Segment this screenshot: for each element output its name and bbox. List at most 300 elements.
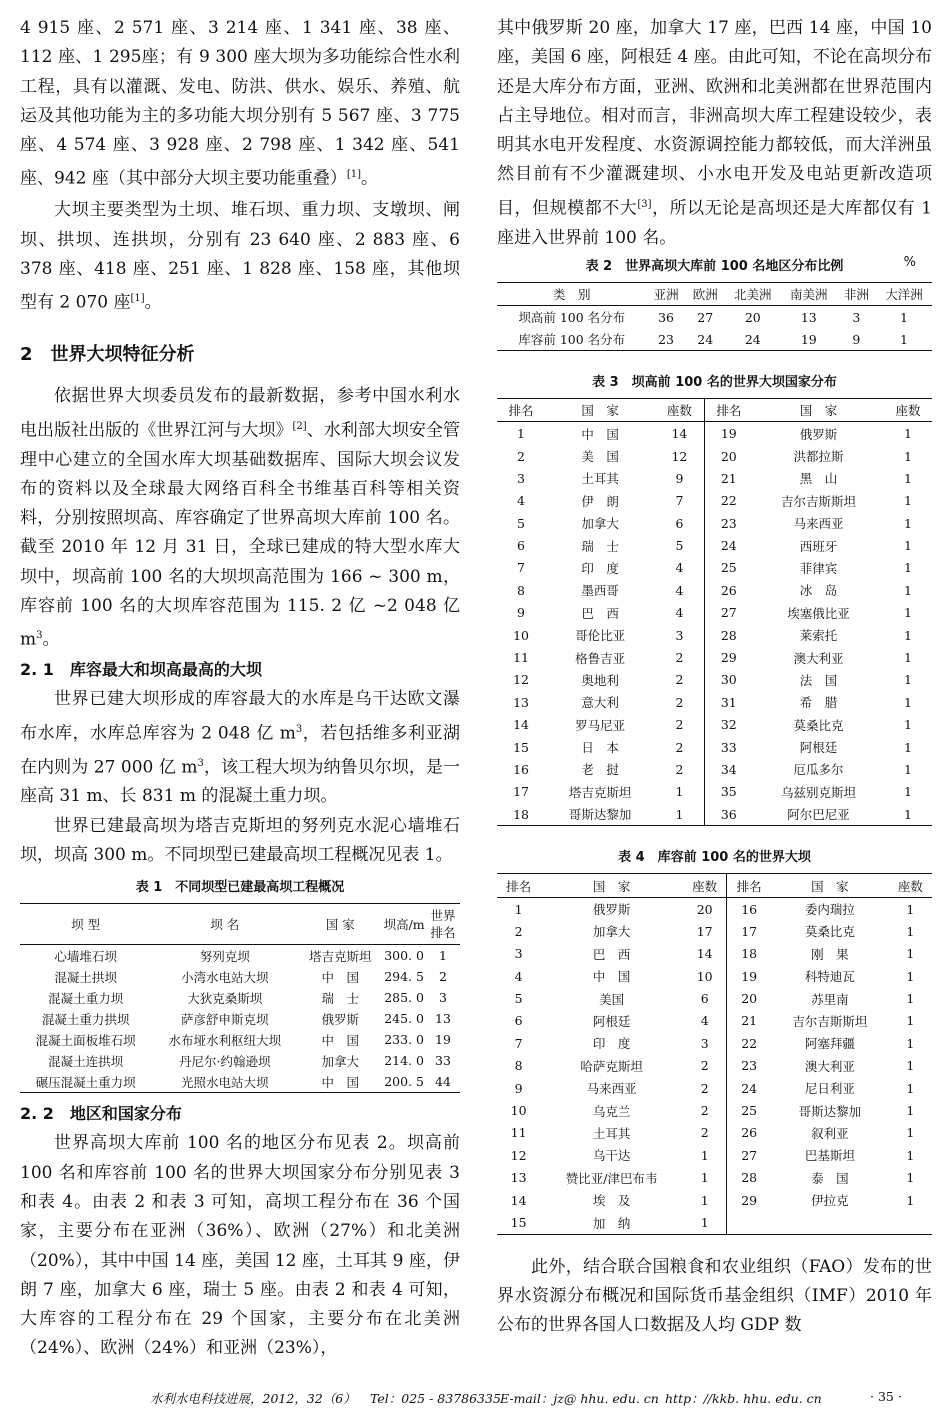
table-cell: 土耳其 xyxy=(581,471,619,487)
table-cell: 澳大利亚 xyxy=(804,1058,855,1074)
table-cell: 18 xyxy=(513,806,529,822)
table-cell: 1 xyxy=(903,515,912,531)
table1-header: 坝 型 xyxy=(20,904,151,945)
table-cell: 19 xyxy=(800,331,817,347)
footer-journal: 水利水电科技进展，2012，32（6） xyxy=(150,1391,356,1406)
table-cell: 阿塞拜疆 xyxy=(804,1036,855,1052)
table-cell: 7 xyxy=(675,493,684,509)
table-cell: 1 xyxy=(700,1215,709,1230)
table4 xyxy=(497,873,932,1234)
table-cell: 36 xyxy=(704,803,753,826)
table2-header: 欧洲 xyxy=(686,283,725,306)
table3 xyxy=(497,398,932,826)
table-cell: 5 xyxy=(517,515,525,531)
table-row xyxy=(497,781,932,803)
table-row xyxy=(497,691,932,713)
table1-header: 坝高/m xyxy=(382,904,426,945)
table-row xyxy=(497,987,932,1009)
table-cell: 中 国 xyxy=(321,1032,360,1048)
table-cell: 1 xyxy=(899,331,908,347)
table-cell xyxy=(889,1211,932,1234)
table-cell: 35 xyxy=(704,781,753,803)
table-cell: 心墙堆石坝 xyxy=(54,948,117,964)
table-cell: 埃 及 xyxy=(592,1193,631,1209)
table3-header: 国 家 xyxy=(753,399,884,422)
table-cell: 1 xyxy=(906,901,915,917)
table-cell: 坝高前 100 名分布 xyxy=(518,310,626,326)
table-row xyxy=(497,467,932,489)
table-cell: 200. 5 xyxy=(384,1074,424,1090)
table4-header: 国 家 xyxy=(771,874,889,897)
table-cell: 叙利亚 xyxy=(811,1125,849,1141)
table-cell: 厄瓜多尔 xyxy=(793,762,844,778)
table2-header: 南美洲 xyxy=(781,283,837,306)
table-cell: 3 xyxy=(517,470,525,486)
table-cell: 7 xyxy=(517,560,525,576)
table-cell: 墨西哥 xyxy=(581,583,619,599)
table-cell: 1 xyxy=(903,605,912,621)
table-cell: 4 xyxy=(675,560,684,576)
table-cell: 9 xyxy=(514,1080,523,1096)
table1-header: 坝 名 xyxy=(151,904,298,945)
table-cell: 加拿大 xyxy=(592,924,631,940)
paragraph-function-stats: 4 915 座、2 571 座、3 214 座、1 341 座、38 座、112 座、1 295座；有 9 300 座大坝为多功能综合性水利工程，具有以灌溉、发电、防洪、供水、娱乐、养殖、航运及其他功能为主的多功能大坝分别有 5 567 座、3 775 座、4 574 座、3 928 座、2 798 座、1 342 座、541 座、942 座（其中部分大坝主要功能重叠）[1]。 xyxy=(20,18,460,190)
table-row xyxy=(497,579,932,601)
table-cell: 10 xyxy=(510,1103,527,1119)
table-cell: 中 国 xyxy=(592,969,631,985)
table-row xyxy=(497,490,932,512)
table4-header: 国 家 xyxy=(540,874,683,897)
table-cell: 中 国 xyxy=(321,969,360,985)
table-cell: 11 xyxy=(510,1125,527,1141)
footer-tel: Tel：025 - 83786335 xyxy=(370,1391,501,1406)
table-row xyxy=(497,669,932,691)
table-cell: 1 xyxy=(439,948,447,964)
table-row xyxy=(497,328,932,351)
table-cell: 1 xyxy=(899,309,908,325)
table-cell: 12 xyxy=(510,1147,527,1163)
table-cell: 13 xyxy=(513,694,529,710)
table-cell: 老 挝 xyxy=(581,762,619,778)
table-cell: 伊 朗 xyxy=(581,493,619,509)
table-cell: 赞比亚/津巴布韦 xyxy=(565,1170,658,1186)
table-cell: 1 xyxy=(903,650,912,666)
table-cell: 1 xyxy=(906,1125,915,1141)
paragraph-fao-imf: 此外，结合联合国粮食和农业组织（FAO）发布的世界水资源分布概况和国际货币基金组织（IMF）2010 年公布的世界各国人口数据及人均 GDP 数 xyxy=(497,1256,932,1336)
table-cell: 瑞 士 xyxy=(321,990,360,1006)
table-cell: 黑 山 xyxy=(799,471,838,487)
footer-email: E-mail：jz@ hhu. edu. cn xyxy=(500,1391,659,1406)
table-cell: 24 xyxy=(697,331,714,347)
table-cell: 美国 xyxy=(599,991,625,1007)
table4-caption: 表 4 库容前 100 名的世界大坝 xyxy=(618,850,811,866)
table-cell: 214. 0 xyxy=(384,1053,424,1069)
right-column xyxy=(497,14,932,1341)
table-cell: 俄罗斯 xyxy=(799,426,838,442)
paragraph-continent-dominance: 其中俄罗斯 20 座，加拿大 17 座，巴西 14 座，中国 10 座，美国 6 座，阿根廷 4 座。由此可知，不论在高坝分布还是大库分布方面，亚洲、欧洲和北美洲都在世界范围内占主导地位。相对而言，非洲高坝大库工程建设较少，表明其水电开发程度、水资源调控能力都较低，而大洋洲虽然目前有不少灌溉建坝、小水电开发及电站更新改造项目，但规模都不大[3]，所以无论是高坝还是大库都仅有 1 座进入世界前 100 名。 xyxy=(497,18,932,248)
table-row xyxy=(497,736,932,758)
paragraph-data-sources: 依据世界大坝委员发布的最新数据，参考中国水利水电出版社出版的《世界江河与大坝》[2]、水利部大坝安全管理中心建立的全国水库大坝基础数据库、国际大坝会议发布的资料以及全球最大网络百科全书维基百科等相关资料，分别按照坝高、库容确定了世界高坝大库前 100 名。截至 2010 年 12 月 31 日，全球已建成的特大型水库大坝中，坝高前 100 名的大坝坝高范围为 166 ~ 300 m，库容前 100 名的大坝库容范围为 115. 2 亿 ~2 048 亿 $m^3$。 xyxy=(20,386,461,650)
table-cell: 乌干达 xyxy=(592,1148,631,1164)
table-cell: 哥伦比亚 xyxy=(575,628,626,644)
table-cell: 4 xyxy=(517,493,525,509)
table-cell: 3 xyxy=(439,990,447,1006)
table2-unit: % xyxy=(903,255,916,271)
table-cell: 2 xyxy=(700,1058,709,1074)
table-cell: 1 xyxy=(903,694,912,710)
table-cell: 1 xyxy=(903,672,912,688)
table-cell: 努列克坝 xyxy=(199,948,250,964)
table-cell: 1 xyxy=(903,806,912,822)
table-cell: 1 xyxy=(906,1035,915,1051)
table2-header: 非洲 xyxy=(837,283,876,306)
table-cell: 4 xyxy=(700,1013,709,1029)
table-cell: 科特迪瓦 xyxy=(804,969,855,985)
table-cell: 吉尔吉斯斯坦 xyxy=(780,493,856,509)
table-row xyxy=(497,714,932,736)
table-cell: 21 xyxy=(704,467,753,489)
table-cell: 莫桑比克 xyxy=(804,924,855,940)
table3-header: 座数 xyxy=(884,399,932,422)
table-cell: 1 xyxy=(517,426,525,442)
table-cell: 冰 岛 xyxy=(799,583,838,599)
table-row xyxy=(497,920,932,942)
table-row xyxy=(20,1050,460,1071)
table-cell: 8 xyxy=(517,582,525,598)
table-row xyxy=(497,422,932,445)
table-cell: 中 国 xyxy=(581,426,619,442)
table-cell: 碾压混凝土重力坝 xyxy=(35,1074,136,1090)
table-cell: 1 xyxy=(903,784,912,800)
table-cell: 阿根廷 xyxy=(799,740,838,756)
table-cell: 1 xyxy=(906,1058,915,1074)
table-cell: 24 xyxy=(744,331,761,347)
table2-header: 大洋洲 xyxy=(876,283,932,306)
table-cell: 36 xyxy=(658,309,675,325)
table-cell: 2 xyxy=(675,739,684,755)
table-cell: 24 xyxy=(704,534,753,556)
table-cell: 3 xyxy=(700,1035,709,1051)
table-row xyxy=(497,1189,932,1211)
table3-header: 排名 xyxy=(497,399,545,422)
table-cell: 2 xyxy=(700,1125,709,1141)
table-cell: 2 xyxy=(675,694,684,710)
table-cell: 洪都拉斯 xyxy=(793,449,844,464)
table-cell: 苏里南 xyxy=(811,991,849,1007)
table-cell: 1 xyxy=(903,582,912,598)
table-cell: 13 xyxy=(435,1011,451,1027)
table-cell: 大狄克桑斯坝 xyxy=(187,990,263,1006)
table-cell: 26 xyxy=(727,1122,771,1144)
table-cell: 4 xyxy=(675,582,684,598)
table-cell: 2 xyxy=(675,672,684,688)
table-cell: 14 xyxy=(513,717,529,733)
table-cell: 莫桑比克 xyxy=(793,717,844,733)
table-row xyxy=(497,602,932,624)
table-cell: 日 本 xyxy=(581,740,619,756)
table-row xyxy=(20,987,460,1008)
table-cell: 1 xyxy=(906,1192,915,1208)
table-cell: 2 xyxy=(700,1080,709,1096)
table-cell: 罗马尼亚 xyxy=(575,717,626,733)
table-row xyxy=(497,624,932,646)
table-cell: 1 xyxy=(906,946,915,962)
table-cell: 25 xyxy=(704,557,753,579)
paragraph-dam-types: 大坝主要类型为土坝、堆石坝、重力坝、支墩坝、闸坝、拱坝、连拱坝，分别有 23 640 座、2 883 座、6 378 座、418 座、251 座、1 828 座、158 座，其他坝型有 2 070 座[1]。 xyxy=(20,200,460,313)
table-row xyxy=(20,966,460,987)
table-cell: 希 腊 xyxy=(799,695,838,711)
table-row xyxy=(20,1029,460,1050)
table-cell: 混凝土重力坝 xyxy=(48,990,124,1006)
table4-header: 排名 xyxy=(497,874,540,897)
table-cell: 小湾水电站大坝 xyxy=(181,969,269,985)
table-cell: 2 xyxy=(439,969,447,985)
table-row xyxy=(20,1071,460,1093)
table-cell: 7 xyxy=(514,1035,523,1051)
table-cell: 27 xyxy=(704,602,753,624)
table-row xyxy=(497,1010,932,1032)
table-cell: 莱索托 xyxy=(799,628,838,644)
table-cell: 哥斯达黎加 xyxy=(798,1103,862,1119)
table-cell: 2 xyxy=(675,717,684,733)
table-cell: 11 xyxy=(513,650,529,666)
table-cell: 阿根廷 xyxy=(592,1013,631,1029)
table-cell: 17 xyxy=(696,923,713,939)
table-cell: 刚 果 xyxy=(811,946,849,962)
table-cell: 31 xyxy=(704,691,753,713)
table-cell: 混凝土面板堆石坝 xyxy=(35,1032,136,1048)
table-cell: 1 xyxy=(906,968,915,984)
table-cell: 1 xyxy=(903,470,912,486)
table-cell: 格鲁吉亚 xyxy=(575,650,626,666)
table-cell: 美 国 xyxy=(581,449,619,464)
table2-caption: 表 2 世界高坝大库前 100 名地区分布比例 xyxy=(585,259,844,275)
table-row xyxy=(497,1077,932,1099)
table-cell: 哥斯达黎加 xyxy=(568,807,632,823)
table-cell: 混凝土重力拱坝 xyxy=(41,1011,130,1027)
table-cell: 泰 国 xyxy=(811,1170,849,1186)
table-row xyxy=(497,1055,932,1077)
table-cell: 34 xyxy=(704,758,753,780)
table-cell: 意大利 xyxy=(581,695,619,711)
table-cell: 1 xyxy=(906,1170,915,1186)
table-cell: 22 xyxy=(704,490,753,512)
table-cell: 1 xyxy=(903,448,912,464)
table-cell: 印 度 xyxy=(581,560,619,576)
table-cell: 1 xyxy=(700,1192,709,1208)
table-cell: 17 xyxy=(513,784,529,800)
table-cell: 菲律宾 xyxy=(799,560,838,576)
table-cell: 20 xyxy=(727,987,771,1009)
table-cell: 1 xyxy=(906,991,915,1007)
table-cell: 9 xyxy=(852,331,861,347)
table-row xyxy=(497,965,932,987)
table3-header: 国 家 xyxy=(545,399,655,422)
table-cell: 1 xyxy=(514,901,523,917)
table-cell: 俄罗斯 xyxy=(592,902,631,918)
table-cell: 1 xyxy=(700,1170,709,1186)
table-row xyxy=(497,758,932,780)
table-cell: 25 xyxy=(727,1099,771,1121)
table-cell: 巴 西 xyxy=(581,605,619,621)
table-cell: 1 xyxy=(906,1013,915,1029)
table-row xyxy=(497,897,932,920)
table-cell: 15 xyxy=(510,1215,527,1230)
table3-header: 排名 xyxy=(704,399,753,422)
table-cell: 22 xyxy=(727,1032,771,1054)
paragraph-largest-reservoir: 世界已建大坝形成的库容最大的水库是乌干达欧文瀑布水库，水库总库容为 2 048 亿 $m^3$，若包括维多利亚湖在内则为 27 000 亿 $m^3$，该工程大坝为纳鲁贝尔坝，是一座高 31 m、长 831 m 的混凝土重力坝。 xyxy=(20,689,460,807)
section-heading-2: 2 世界大坝特征分析 xyxy=(20,344,195,366)
table-row xyxy=(497,943,932,965)
table-cell: 44 xyxy=(435,1074,451,1090)
table-cell: 23 xyxy=(704,512,753,534)
table-cell: 5 xyxy=(514,991,523,1007)
table-cell: 中 国 xyxy=(321,1074,360,1090)
table-cell: 20 xyxy=(696,901,713,917)
table2-header: 亚洲 xyxy=(647,283,686,306)
table-row xyxy=(497,512,932,534)
left-column xyxy=(20,14,460,1364)
table2 xyxy=(497,282,932,351)
table-row xyxy=(497,1099,932,1121)
table-cell: 8 xyxy=(514,1058,523,1074)
table-cell: 245. 0 xyxy=(384,1011,424,1027)
table-row xyxy=(20,1008,460,1029)
table-cell: 伊拉克 xyxy=(811,1193,849,1209)
table-row xyxy=(497,445,932,467)
table-cell: 1 xyxy=(903,717,912,733)
table-cell: 阿尔巴尼亚 xyxy=(787,807,850,823)
table-cell: 加拿大 xyxy=(321,1053,360,1069)
table-cell: 巴 西 xyxy=(592,946,631,962)
table-row xyxy=(497,1122,932,1144)
table-cell: 奥地利 xyxy=(581,672,619,688)
table-cell: 巴基斯坦 xyxy=(804,1148,855,1164)
table-cell: 澳大利亚 xyxy=(793,650,844,666)
table-cell: 瑞 士 xyxy=(581,538,619,554)
table-cell: 乌克兰 xyxy=(592,1103,631,1119)
table-cell: 30 xyxy=(704,669,753,691)
table-cell: 1 xyxy=(675,784,684,800)
table-cell: 27 xyxy=(697,309,714,325)
table4-header: 排名 xyxy=(727,874,771,897)
table-cell: 6 xyxy=(675,515,684,531)
table-cell xyxy=(771,1211,889,1234)
table-cell: 混凝土拱坝 xyxy=(54,969,117,985)
table-cell: 27 xyxy=(727,1144,771,1166)
paragraph-highest-dam: 世界已建最高坝为塔吉克斯坦的努列克水泥心墙堆石坝，坝高 300 m。不同坝型已建最高坝工程概况见表 1。 xyxy=(20,815,460,866)
table-cell: 20 xyxy=(744,309,761,325)
table-cell: 1 xyxy=(906,923,915,939)
table-cell: 19 xyxy=(704,422,753,445)
table-cell: 6 xyxy=(700,991,709,1007)
table-cell: 塔吉克斯坦 xyxy=(568,784,632,800)
table-cell: 16 xyxy=(727,897,771,920)
table-cell: 294. 5 xyxy=(384,969,424,985)
table-cell: 埃塞俄比亚 xyxy=(787,605,850,621)
table-cell: 乌兹别克斯坦 xyxy=(780,784,856,800)
table-cell: 33 xyxy=(435,1053,451,1069)
table-cell: 西班牙 xyxy=(799,538,838,554)
table-cell: 6 xyxy=(514,1013,523,1029)
table-cell: 29 xyxy=(704,646,753,668)
table-cell: 233. 0 xyxy=(384,1032,424,1048)
table-cell: 委内瑞拉 xyxy=(804,902,855,918)
table-row xyxy=(497,1144,932,1166)
table-cell: 10 xyxy=(513,627,529,643)
table-cell: 4 xyxy=(675,605,684,621)
table-cell: 1 xyxy=(906,1103,915,1119)
table-cell: 12 xyxy=(513,672,529,688)
table-cell: 6 xyxy=(517,538,525,554)
table4-header: 座数 xyxy=(683,874,727,897)
table-cell: 2 xyxy=(700,1103,709,1119)
table-row xyxy=(497,1167,932,1189)
table-cell: 2 xyxy=(514,923,523,939)
table3-header: 座数 xyxy=(655,399,704,422)
table-cell: 法 国 xyxy=(799,672,838,688)
table-cell: 1 xyxy=(906,1080,915,1096)
table-cell: 土耳其 xyxy=(592,1125,631,1141)
paragraph-region-distribution: 世界高坝大库前 100 名的地区分布见表 2。坝高前 100 名和库容前 100 名的世界大坝国家分布分别见表 3 和表 4。由表 2 和表 3 可知，高坝工程分布在 36 个国家，主要分布在亚洲（36%）、欧洲（27%）和北美洲（20%），其中中国 14 座，美国 12 座，土耳其 9 座，伊朗 7 座，加拿大 6 座，瑞士 5 座。由表 2 和表 4 可知，大库容的工程分布在 29 个国家，主要分布在北美洲（24%）、欧洲（24%）和亚洲（23%）， xyxy=(20,1133,460,1359)
table-cell: 1 xyxy=(906,1147,915,1163)
table-cell: 1 xyxy=(903,627,912,643)
table-cell: 水布垭水利枢纽大坝 xyxy=(168,1032,282,1048)
table-cell: 23 xyxy=(658,331,675,347)
table-cell: 加拿大 xyxy=(581,516,619,532)
table-cell: 1 xyxy=(903,493,912,509)
table-cell: 1 xyxy=(903,761,912,777)
table-cell: 2 xyxy=(675,650,684,666)
subsection-heading-2-1: 2. 1 库容最大和坝高最高的大坝 xyxy=(20,660,262,680)
table-cell: 28 xyxy=(704,624,753,646)
table-cell: 14 xyxy=(671,426,688,442)
table-cell: 33 xyxy=(704,736,753,758)
table-cell: 29 xyxy=(727,1189,771,1211)
table-cell: 混凝土连拱坝 xyxy=(48,1053,124,1069)
table-cell: 2 xyxy=(517,448,525,464)
table-cell: 32 xyxy=(704,714,753,736)
table-row xyxy=(497,534,932,556)
table-cell: 萨彦舒申斯克坝 xyxy=(181,1011,269,1027)
footer-url: http：//kkb. hhu. edu. cn xyxy=(665,1391,822,1406)
table-cell: 1 xyxy=(903,426,912,442)
table-cell: 加 纳 xyxy=(592,1215,631,1231)
table-cell: 20 xyxy=(704,445,753,467)
table-cell: 1 xyxy=(903,538,912,554)
table-cell: 18 xyxy=(727,943,771,965)
table-cell: 13 xyxy=(510,1170,527,1186)
table-cell: 4 xyxy=(514,968,523,984)
table-cell: 光照水电站大坝 xyxy=(181,1074,269,1090)
table-row xyxy=(497,646,932,668)
table-cell: 300. 0 xyxy=(384,948,424,964)
table-cell: 俄罗斯 xyxy=(321,1011,360,1027)
table-cell: 16 xyxy=(513,761,529,777)
table-row xyxy=(497,306,932,329)
table-cell: 马来西亚 xyxy=(793,516,844,532)
table-cell: 1 xyxy=(903,739,912,755)
table-cell: 24 xyxy=(727,1077,771,1099)
table-cell: 印 度 xyxy=(592,1036,631,1052)
table-cell: 吉尔吉斯斯坦 xyxy=(792,1013,868,1029)
table-row xyxy=(497,557,932,579)
table-cell: 塔吉克斯坦 xyxy=(309,948,372,964)
table-cell: 10 xyxy=(696,968,713,984)
table1-caption: 表 1 不同坝型已建最高坝工程概况 xyxy=(135,880,345,896)
table-cell: 15 xyxy=(513,739,529,755)
table-cell: 28 xyxy=(727,1167,771,1189)
